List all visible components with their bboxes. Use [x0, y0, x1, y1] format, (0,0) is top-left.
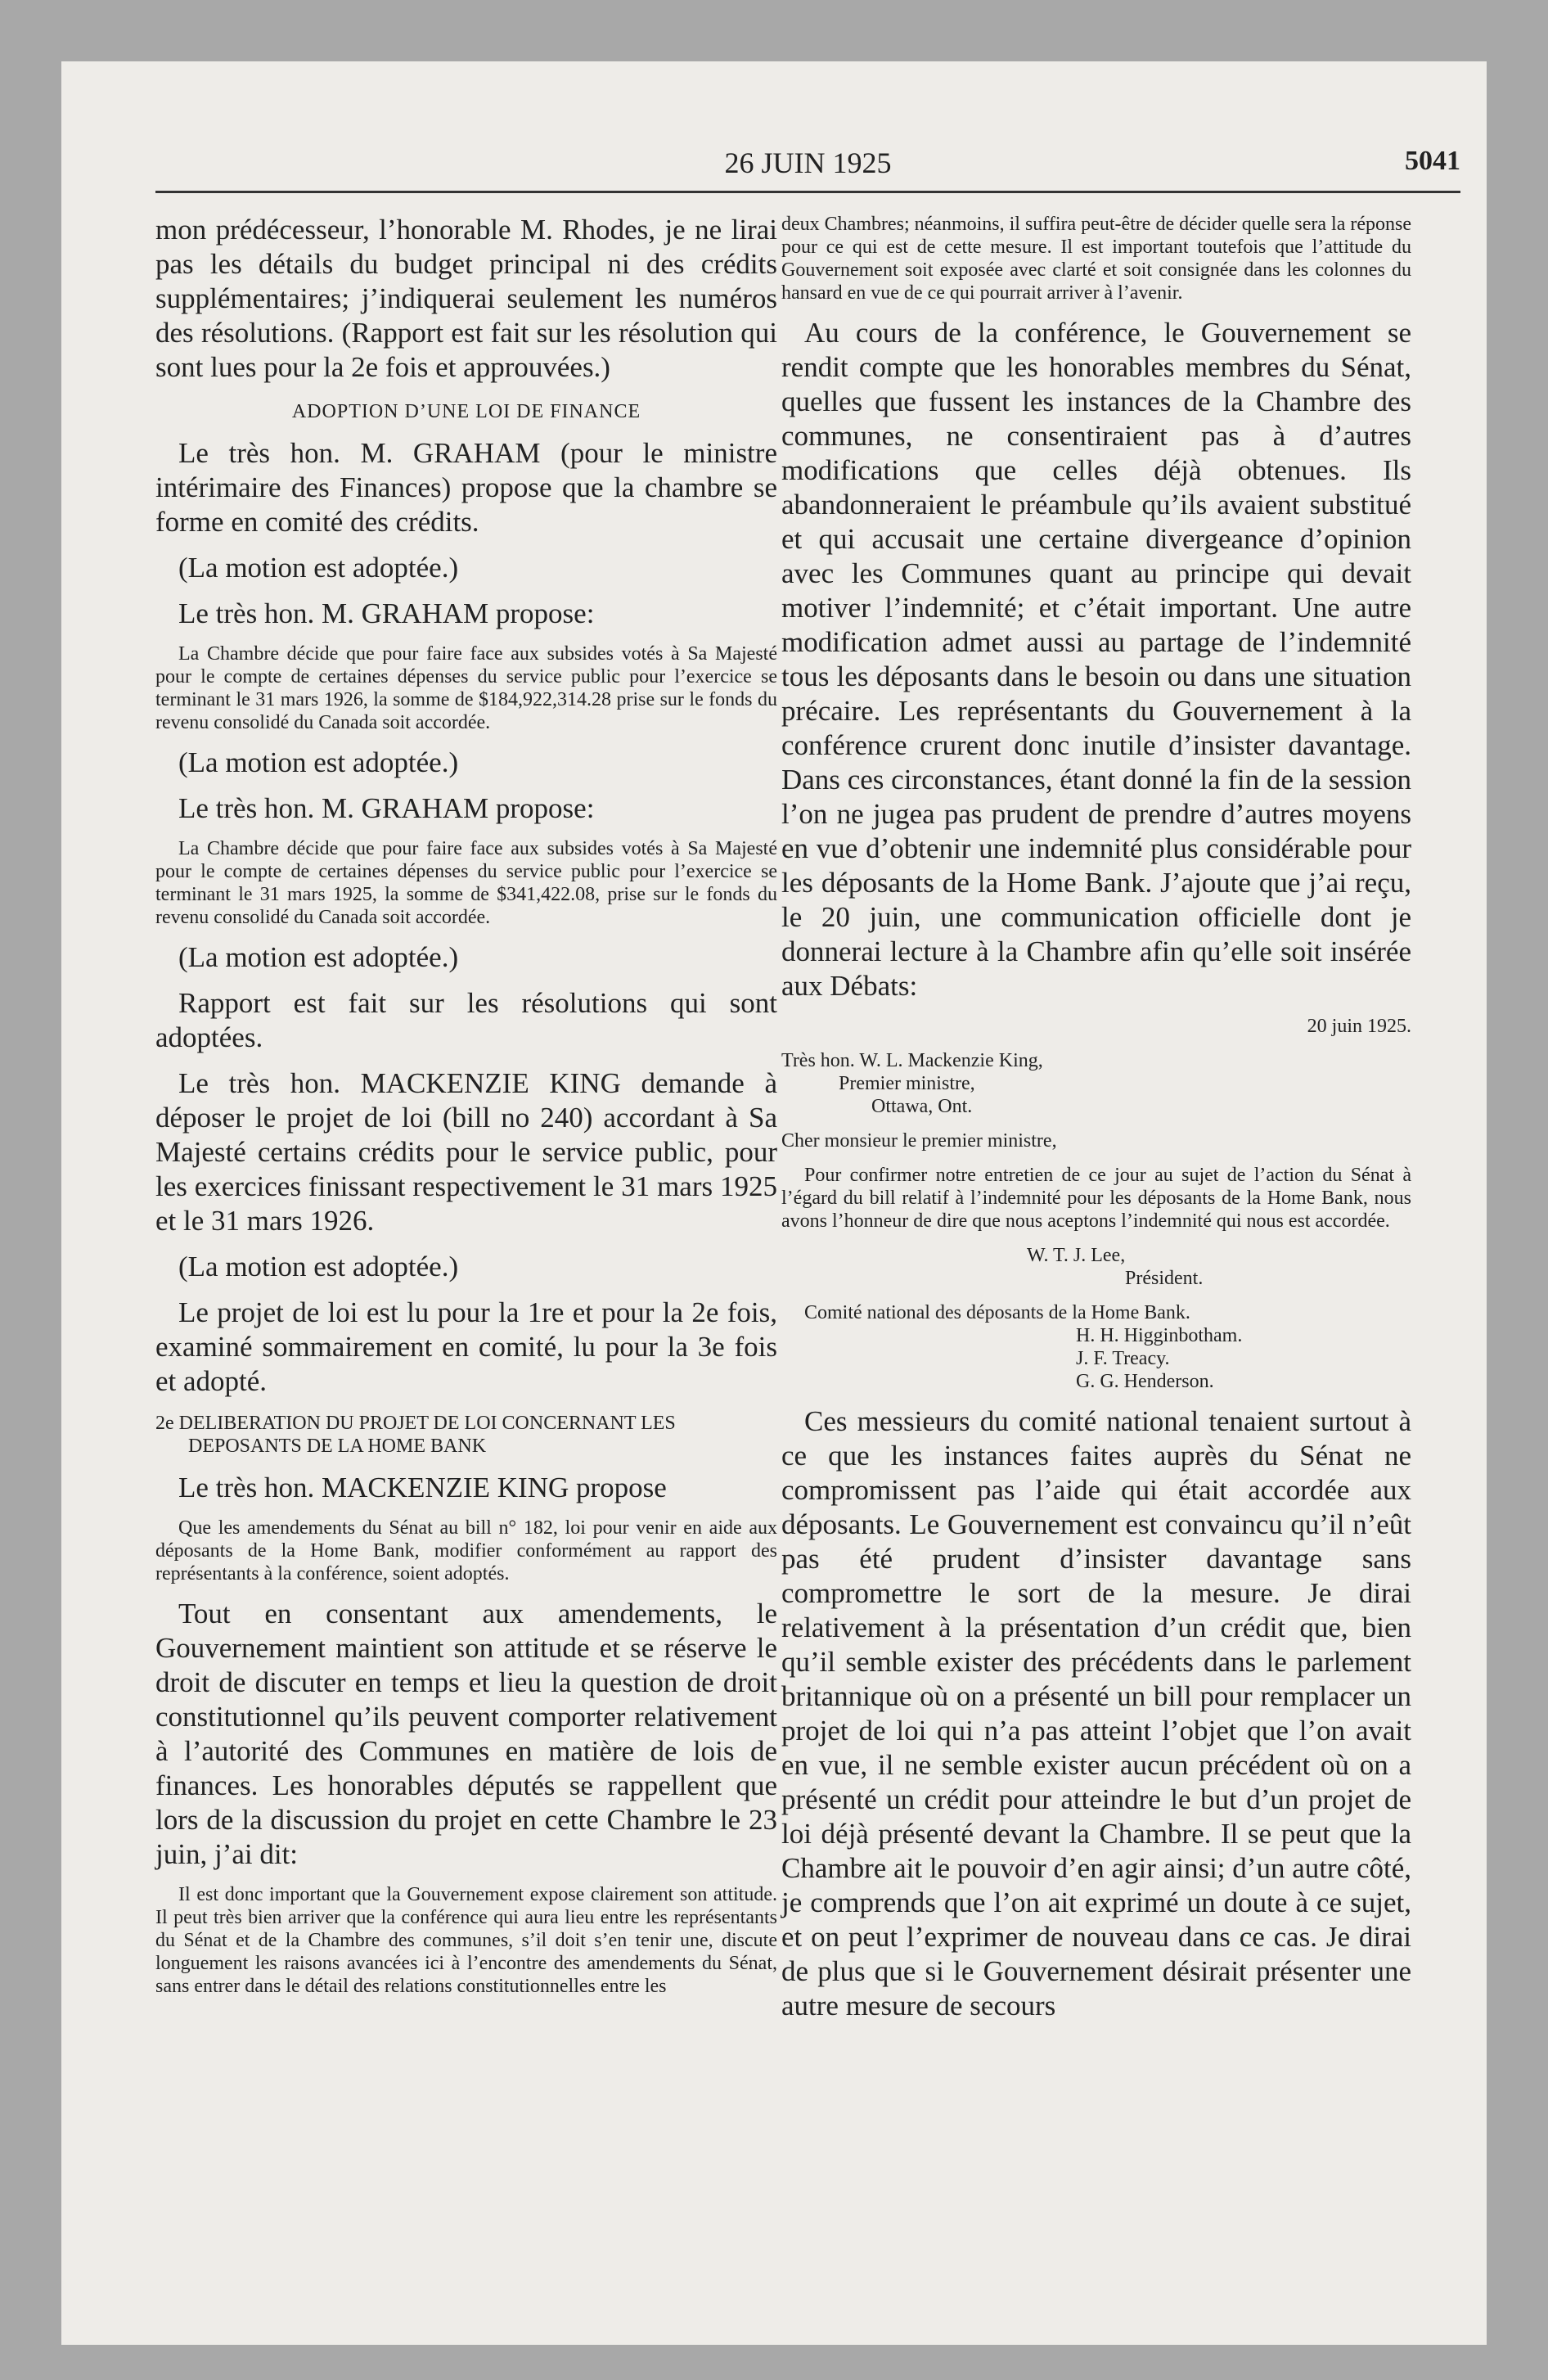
paragraph: (La motion est adoptée.): [178, 941, 459, 973]
left-column: [155, 213, 777, 2009]
committee-member: H. H. Higginbotham.: [1076, 1325, 1243, 1346]
letter-addressee: Très hon. W. L. Mackenzie King,: [781, 1050, 1043, 1071]
section-heading: ADOPTION D’UNE LOI DE FINANCE: [291, 401, 641, 422]
section-heading: 2e DELIBERATION DU PROJET DE LOI CONCERNANT LES DEPOSANTS DE LA HOME BANK: [155, 1413, 676, 1457]
scanned-page: [61, 61, 1487, 2345]
paragraph: Rapport est fait sur les résolutions qui sont adoptées.: [155, 987, 777, 1053]
header-rule: [155, 191, 1460, 193]
committee-member: J. F. Treacy.: [1076, 1348, 1170, 1369]
paragraph: Le projet de loi est lu pour la 1re et pour la 2e fois, examiné sommairement en comité, lu pour la 3e fois et adopté.: [155, 1296, 777, 1397]
paragraph: Au cours de la conférence, le Gouvernement se rendit compte que les honorables membres du Sénat, quelles que fussent les instances de la Chambre des communes, ne consentiraient pas à d’autres modifications que celles déjà obtenues. Ils abandonneraient le préambule qu’ils avaient substitué et qui accusait une certaine divergeance d’opinion avec les Communes quant au principe qui devait motiver l’indemnité; et c’était important. Une autre modification admet aussi au partage de l’indemnité tous les déposants dans le besoin ou dans une situation précaire. Les représentants du Gouvernement à la conférence crurent donc inutile d’insister davantage. Dans ces circonstances, étant donné la fin de la session l’on ne jugea pas prudent de prendre d’autres moyens en vue d’obtenir une indemnité plus considérable pour les déposants de la Home Bank. J’ajoute que j’ai reçu, le 20 juin, une communication officielle dont je donnerai lecture à la Chambre afin qu’elle soit insérée aux Débats:: [781, 317, 1411, 1002]
quotation: Il est donc important que la Gouvernement expose clairement son attitude. Il peut très bien arriver que la conférence qui aura lieu entre les représentants du Sénat et de la Chambre des communes, s’il doit s’en tenir une, discute longuement les raisons avancées ici à l’encontre des amendements du Sénat, sans entrer dans le détail des relations constitutionnelles entre les: [155, 1884, 777, 1997]
letter-addressee-title: Premier ministre,: [839, 1073, 975, 1094]
quoted-resolution: La Chambre décide que pour faire face aux subsides votés à Sa Majesté pour le compte de certaines dépenses du service public pour l’exercice se terminant le 31 mars 1925, la somme de $341,422.08, prise sur le fonds du revenu consolidé du Canada soit accordée.: [155, 838, 777, 928]
right-column: [781, 213, 1411, 2035]
quotation-continued: deux Chambres; néanmoins, il suffira peut-être de décider quelle sera la réponse pour ce qui est de cette mesure. Il est important toutefois que l’attitude du Gouvernement soit exposée avec clarté et soit consignée dans les colonnes du hansard en vue de ce qui pourrait arriver à l’avenir.: [781, 214, 1411, 304]
letter-signature: W. T. J. Lee,: [1027, 1245, 1126, 1266]
paragraph: Le très hon. M. GRAHAM (pour le ministre intérimaire des Finances) propose que la chambre se forme en comité des crédits.: [155, 437, 777, 538]
signature-title: Président.: [1125, 1268, 1204, 1289]
committee-member: G. G. Henderson.: [1076, 1371, 1214, 1392]
page-number: 5041: [1405, 146, 1460, 176]
quoted-resolution: La Chambre décide que pour faire face aux subsides votés à Sa Majesté pour le compte de certaines dépenses du service public pour l’exercice se terminant le 31 mars 1926, la somme de $184,922,314.28 prise sur le fonds du revenu consolidé du Canada soit accordée.: [155, 643, 777, 733]
paragraph: Tout en consentant aux amendements, le Gouvernement maintient son attitude et se réserve le droit de discuter en temps et lieu la question de droit constitutionnel qu’ils peuvent comporter relativement à l’autorité des Communes en matière de lois de finances. Les honorables députés se rappellent que lors de la discussion du projet en cette Chambre le 23 juin, j’ai dit:: [155, 1598, 777, 1870]
paragraph: (La motion est adoptée.): [178, 1251, 459, 1282]
paragraph: mon prédécesseur, l’honorable M. Rhodes, je ne lirai pas les détails du budget principal ni des crédits supplémentaires; j’indiquerai seulement les numéros des résolutions. (Rapport est fait sur les résolution qui sont lues pour la 2e fois et approuvées.): [155, 214, 777, 383]
header-date: 26 JUIN 1925: [724, 146, 892, 179]
paragraph: (La motion est adoptée.): [178, 552, 459, 584]
paragraph: Ces messieurs du comité national tenaient surtout à ce que les instances faites auprès du Sénat ne compromissent pas l’aide qui était accordée aux déposants. Le Gouvernement est convaincu qu’il n’eût pas été prudent d’insister davantage sans compromettre le sort de la mesure. Je dirai relativement à la présentation d’un crédit que, bien qu’il semble exister des précédents dans le parlement britannique où on a présenté un bill pour remplacer un projet de loi qui n’a pas atteint l’objet que l’on avait en vue, il ne semble exister aucun précédent où on a présenté un crédit pour atteindre le but d’un projet de loi déjà présenté devant la Chambre. Il se peut que la Chambre ait le pouvoir d’en agir ainsi; d’un autre côté, je comprends que l’on ait exprimé un doute à ce sujet, et on peut l’exprimer de nouveau dans ce cas. Je dirai de plus que si le Gouvernement désirait présenter une autre mesure de secours: [781, 1405, 1411, 2022]
quoted-motion: Que les amendements du Sénat au bill n° 182, loi pour venir en aide aux déposants de la Home Bank, modifier conformément au rapport des représentants à la conférence, soient adoptés.: [155, 1517, 777, 1584]
letter-date: 20 juin 1925.: [1307, 1016, 1411, 1037]
letter-addressee-city: Ottawa, Ont.: [871, 1096, 973, 1117]
committee-name: Comité national des déposants de la Home Bank.: [804, 1302, 1190, 1323]
paragraph: Le très hon. M. GRAHAM propose:: [178, 597, 595, 629]
paragraph: Le très hon. MACKENZIE KING demande à déposer le projet de loi (bill no 240) accordant à Sa Majesté certains crédits pour le service public, pour les exercices finissant respectivement le 31 mars 1925 et le 31 mars 1926.: [155, 1067, 777, 1237]
paragraph: (La motion est adoptée.): [178, 746, 459, 778]
letter-body: Pour confirmer notre entretien de ce jour au sujet de l’action du Sénat à l’égard du bill relatif à l’indemnité pour les déposants de la Home Bank, nous avons l’honneur de dire que nous aceptons l’indemnité qui nous est accordée.: [781, 1165, 1411, 1232]
paragraph: Le très hon. M. GRAHAM propose:: [178, 792, 595, 824]
page-header: [155, 146, 1460, 178]
letter-salutation: Cher monsieur le premier ministre,: [781, 1130, 1057, 1152]
paragraph: Le très hon. MACKENZIE KING propose: [178, 1472, 667, 1503]
